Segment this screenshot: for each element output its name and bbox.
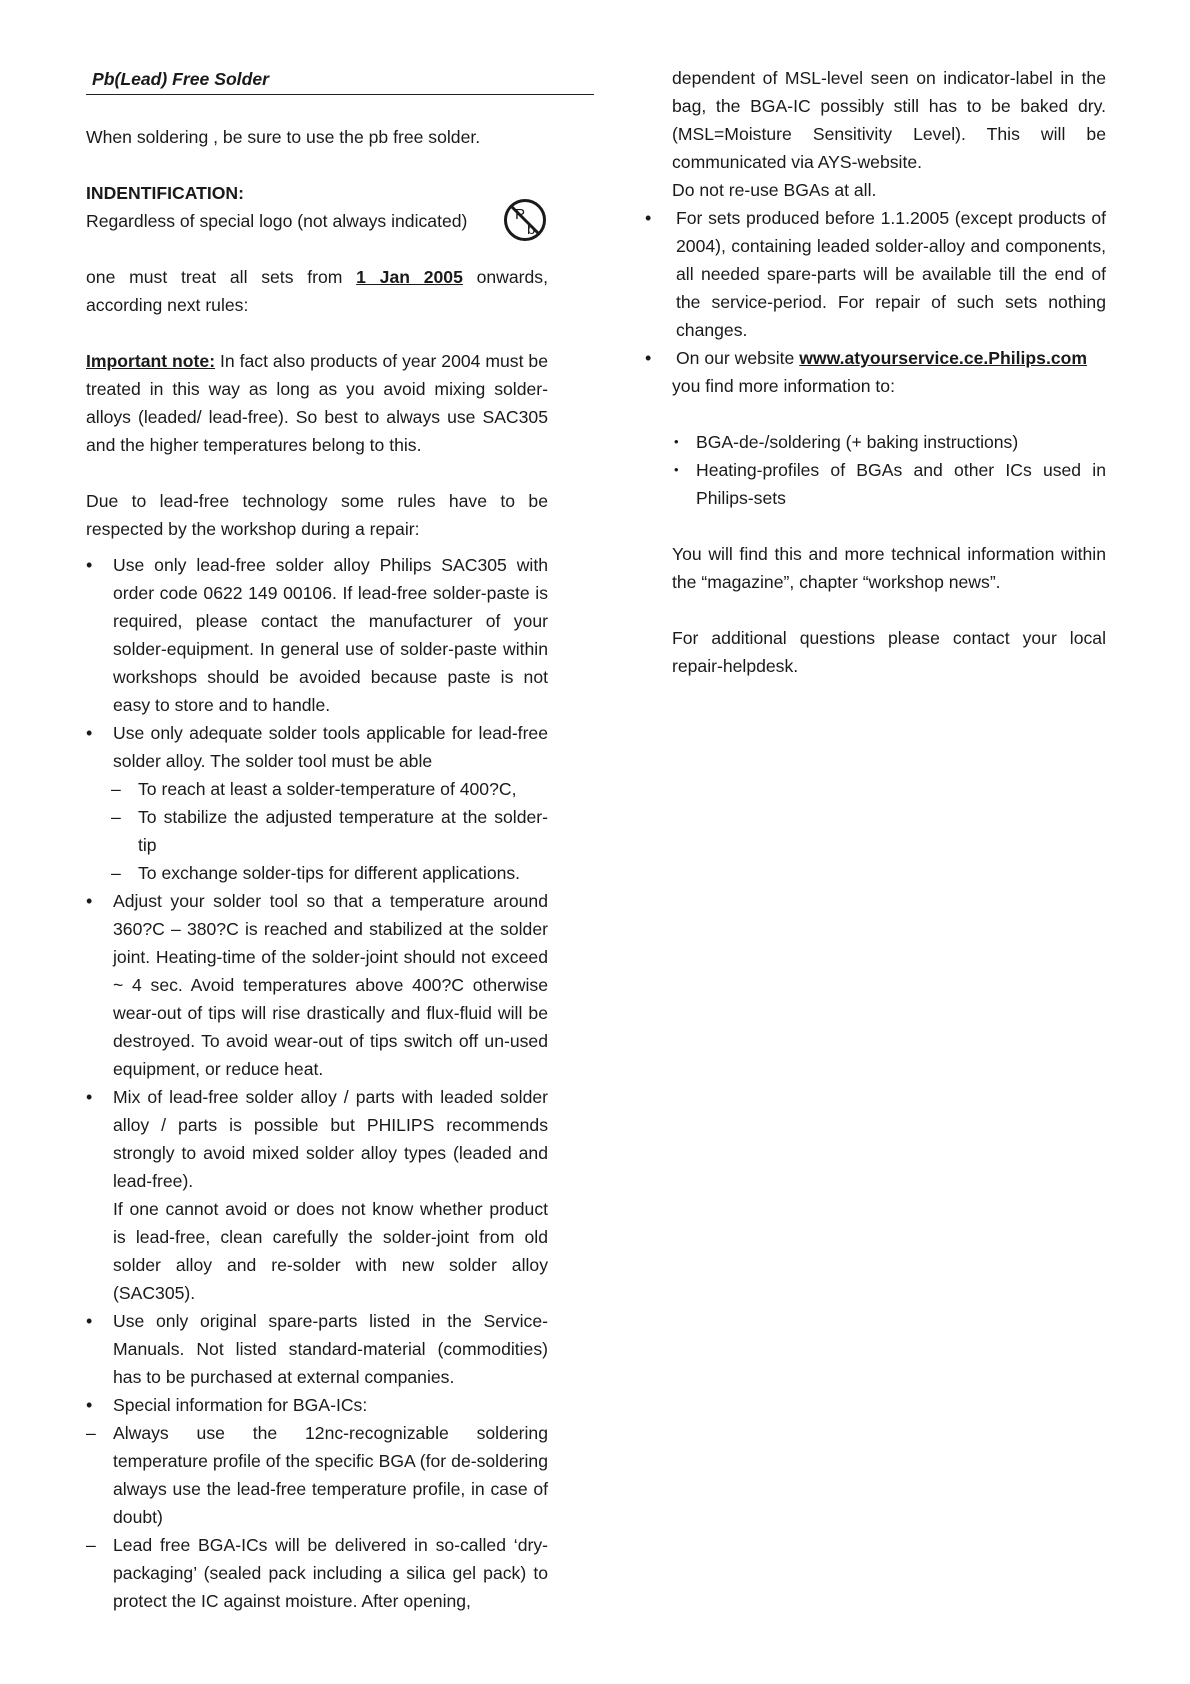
no-reuse-text: Do not re-use BGAs at all.: [672, 180, 877, 200]
important-note-label: Important note:: [86, 351, 216, 371]
rules-intro: [86, 263, 548, 319]
left-column: [86, 64, 548, 1615]
sub-list-item: – To exchange solder-tips for different applications.: [111, 859, 548, 887]
bga-sublist: [86, 1419, 548, 1615]
identification-heading: INDENTIFICATION:: [86, 183, 244, 203]
bga-continuation: dependent of MSL-level seen on indicator-label in the bag, the BGA-IC possibly still has to be baked dry. (MSL=Moisture Sensitivity Level). This will be communicated via AYS-website.: [672, 68, 1106, 172]
sub-list-item: – To reach at least a solder-temperature of 400?C,: [111, 775, 548, 803]
website-link[interactable]: www.atyourservice.ce.Philips.com: [799, 348, 1088, 368]
intro-text: When soldering , be sure to use the pb free solder.: [86, 127, 481, 147]
rules-list: [86, 551, 548, 1419]
contact-text: For additional questions please contact your local repair-helpdesk.: [672, 628, 1106, 676]
sub-list-item: – To stabilize the adjusted temperature at the solder-tip: [111, 803, 548, 859]
rules-intro-after: onwards, according next rules:: [86, 267, 548, 315]
sub-list-item: – Always use the 12nc-recognizable soldering temperature profile of the specific BGA (for de-soldering always use the lead-free temperature profile, in case of doubt): [86, 1419, 548, 1531]
magazine-text: You will find this and more technical information within the “magazine”, chapter “workshop news”.: [672, 544, 1106, 592]
list-item-text: • Mix of lead-free solder alloy / parts with leaded solder alloy / parts is possible but PHILIPS recommends strongly to avoid mixed solder alloy types (leaded and lead-free).: [113, 1087, 548, 1191]
identification-row: [86, 206, 548, 238]
list-item: • Adjust your solder tool so that a temperature around 360?C – 380?C is reached and stabilized at the solder joint. Heating-time of the solder-joint should not exceed ~ 4 sec. Avoid temperatures above 400?C otherwise wear-out of tips will rise drastically and flux-fluid will be destroyed. To avoid wear-out of tips switch off un-used equipment, or reduce heat.: [86, 887, 548, 1083]
website-prefix: On our website: [676, 348, 800, 368]
list-item: [86, 719, 548, 887]
important-note-text: In fact also products of year 2004 must be treated in this way as long as you avoid mixing solder-alloys (leaded/ lead-free). So best to always use SAC305 and the higher temperatures belong to this.: [86, 351, 548, 455]
website-suffix: you find more information to:: [672, 376, 895, 396]
sub-list-item: • BGA-de-/soldering (+ baking instructions): [672, 428, 1106, 456]
list-item-continuation: If one cannot avoid or does not know whether product is lead-free, clean carefully the solder-joint from old solder alloy and re-solder with new solder alloy (SAC305).: [113, 1199, 548, 1303]
solder-tool-sublist: [111, 775, 548, 887]
rules-intro-date: 1 Jan 2005: [356, 267, 463, 287]
info-sublist: [672, 428, 1106, 512]
list-item: • For sets produced before 1.1.2005 (except products of 2004), containing leaded solder-alloy and components, all needed spare-parts will be available till the end of the service-period. For repair of such sets nothing changes.: [645, 204, 1106, 344]
sub-list-item: – Lead free BGA-ICs will be delivered in so-called ‘dry-packaging’ (sealed pack including a silica gel pack) to protect the IC against moisture. After opening,: [86, 1531, 548, 1615]
list-item: [86, 1083, 548, 1307]
right-bullet-list: [645, 204, 1106, 400]
sub-list-item: • Heating-profiles of BGAs and other ICs used in Philips-sets: [672, 456, 1106, 512]
logo-letter-p: P: [515, 206, 526, 223]
important-note: [86, 347, 548, 459]
rules-intro-before: one must treat all sets from: [86, 267, 357, 287]
list-item: • Use only original spare-parts listed in the Service-Manuals. Not listed standard-material (commodities) has to be purchased at external companies.: [86, 1307, 548, 1391]
page-title: Pb(Lead) Free Solder: [86, 64, 594, 95]
right-column: [672, 64, 1106, 680]
list-item: • Special information for BGA-ICs:: [86, 1391, 548, 1419]
list-item: • Use only lead-free solder alloy Philips SAC305 with order code 0622 149 00106. If lead-free solder-paste is required, please contact the manufacturer of your solder-equipment. In general use of solder-paste within workshops should be avoided because paste is not easy to store and to handle.: [86, 551, 548, 719]
logo-letter-b: b: [527, 221, 536, 238]
list-item: [645, 344, 1106, 400]
workshop-intro: Due to lead-free technology some rules have to be respected by the workshop during a repair:: [86, 491, 548, 539]
lead-free-logo-icon: [502, 197, 548, 243]
identification-text: Regardless of special logo (not always indicated): [86, 211, 468, 231]
list-item-text: Use only adequate solder tools applicable for lead-free solder alloy. The solder tool must be able: [113, 723, 548, 771]
